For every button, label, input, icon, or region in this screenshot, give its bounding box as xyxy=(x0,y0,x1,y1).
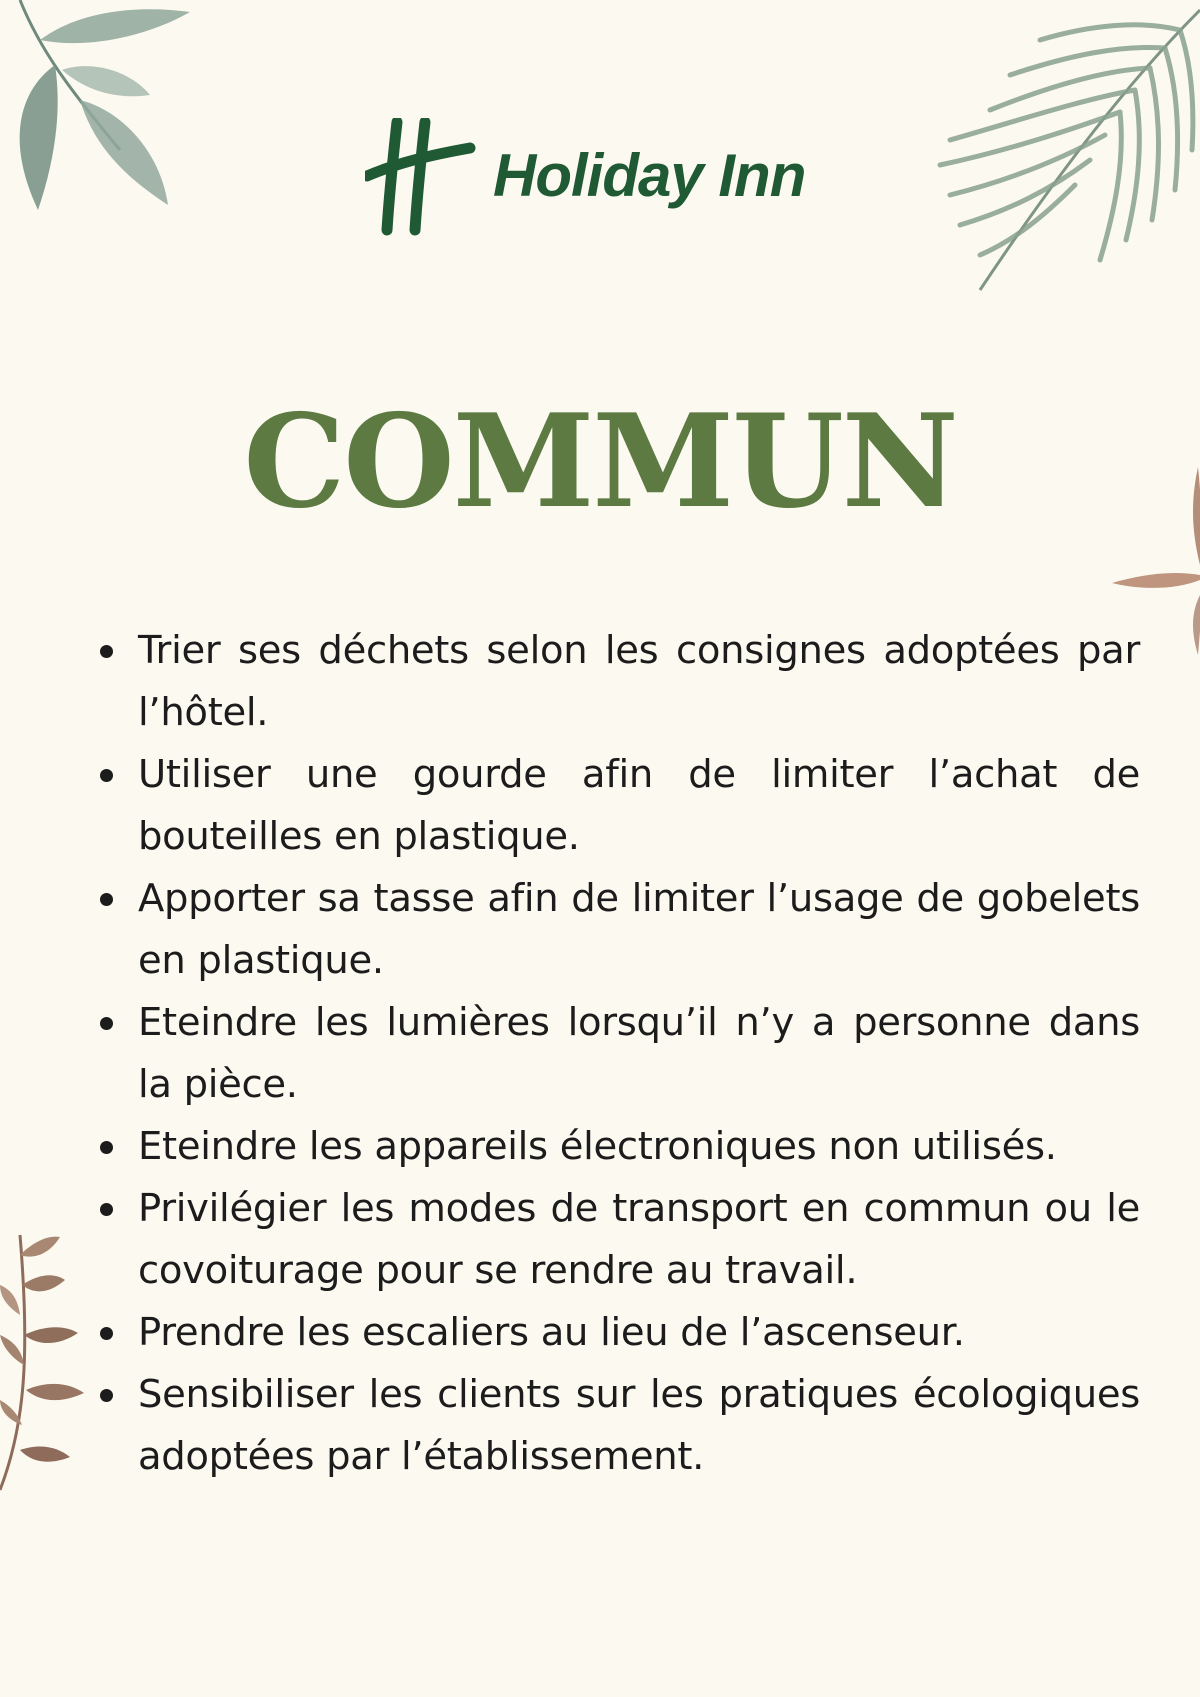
palm-frond-icon xyxy=(930,0,1200,300)
page-title: COMMUN xyxy=(243,387,957,537)
list-item-text: Eteindre les lumières lorsqu’il n’y a personne dans la pièce. xyxy=(138,1000,1140,1107)
list-item-text: Trier ses déchets selon les consignes adoptées par l’hôtel. xyxy=(138,628,1140,735)
list-item-text: Apporter sa tasse afin de limiter l’usage de gobelets en plastique. xyxy=(138,876,1140,983)
list-item xyxy=(98,1364,1140,1488)
bullet-icon xyxy=(100,1389,113,1402)
list-item-text: Privilégier les modes de transport en commun ou le covoiturage pour se rendre au travail. xyxy=(138,1186,1140,1293)
practices-list xyxy=(98,620,1140,1488)
holiday-inn-h-mark xyxy=(367,122,470,230)
list-item xyxy=(98,1178,1140,1302)
list-item-text: Utiliser une gourde afin de limiter l’achat de bouteilles en plastique. xyxy=(138,752,1140,859)
bullet-icon xyxy=(100,1203,113,1216)
bullet-icon xyxy=(100,1327,113,1340)
bullet-icon xyxy=(100,1141,113,1154)
list-item xyxy=(98,992,1140,1116)
list-item xyxy=(98,1116,1140,1178)
list-item-text: Eteindre les appareils électroniques non utilisés. xyxy=(138,1124,1057,1169)
holiday-inn-logo xyxy=(365,118,855,238)
logo-text: Holiday Inn xyxy=(493,142,806,209)
bullet-icon xyxy=(100,1017,113,1030)
list-item xyxy=(98,620,1140,744)
list-item xyxy=(98,868,1140,992)
brown-leaf-sprig-icon xyxy=(0,1225,90,1495)
bullet-icon xyxy=(100,769,113,782)
list-item-text: Prendre les escaliers au lieu de l’ascenseur. xyxy=(138,1310,965,1355)
list-item-text: Sensibiliser les clients sur les pratiques écologiques adoptées par l’établissement. xyxy=(138,1372,1140,1479)
bullet-icon xyxy=(100,645,113,658)
bullet-icon xyxy=(100,893,113,906)
list-item xyxy=(98,1302,1140,1364)
list-item xyxy=(98,744,1140,868)
sage-leaf-branch-icon xyxy=(0,0,200,215)
